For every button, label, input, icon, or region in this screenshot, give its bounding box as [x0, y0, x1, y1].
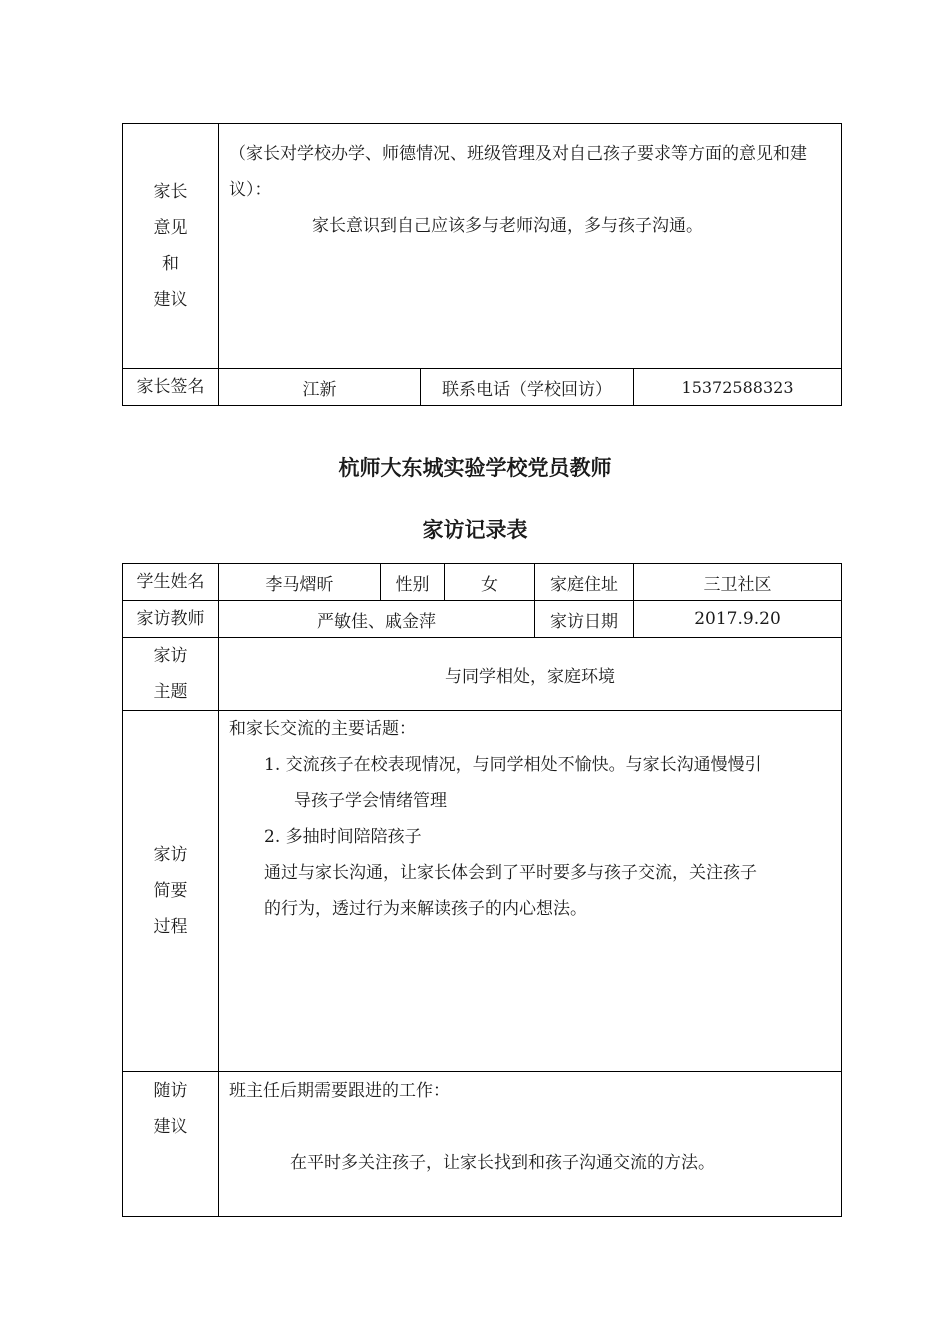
followup-label-line: 建议 — [153, 1117, 188, 1137]
phone-label: 联系电话（学校回访） — [421, 369, 634, 406]
opinion-label-line: 家长 — [153, 182, 188, 202]
topic-label-line: 主题 — [153, 682, 188, 702]
opinion-prompt: （家长对学校办学、师德情况、班级管理及对自己孩子要求等方面的意见和建议）： — [229, 144, 807, 200]
process-label-line: 简要 — [153, 881, 188, 901]
followup-content-cell — [219, 1072, 842, 1217]
process-item-2: 2. 多抽时间陪陪孩子 — [264, 827, 422, 847]
address-value: 三卫社区 — [634, 564, 842, 601]
parent-opinion-table — [122, 123, 842, 406]
signature-label: 家长签名 — [123, 369, 219, 406]
opinion-text: 家长意识到自己应该多与老师沟通，多与孩子沟通。 — [312, 216, 703, 236]
process-summary-line-1: 通过与家长沟通，让家长体会到了平时要多与孩子交流，关注孩子 — [264, 863, 757, 883]
gender-value: 女 — [445, 564, 535, 601]
process-item-1-cont: 导孩子学会情绪管理 — [294, 791, 447, 811]
process-item-1: 1. 交流孩子在校表现情况，与同学相处不愉快。与家长沟通慢慢引 — [264, 755, 762, 775]
topic-value: 与同学相处，家庭环境 — [219, 638, 842, 711]
address-label: 家庭住址 — [535, 564, 634, 601]
page-title: 杭师大东城实验学校党员教师 — [338, 455, 612, 480]
home-visit-record-table — [122, 563, 842, 1217]
opinion-label-line: 和 — [162, 254, 179, 274]
signature-value: 江新 — [219, 369, 421, 406]
opinion-label-line: 建议 — [153, 290, 188, 310]
topic-label-cell — [123, 638, 219, 711]
teacher-label: 家访教师 — [123, 601, 219, 638]
topic-label-line: 家访 — [153, 646, 188, 666]
teacher-value: 严敏佳、戚金萍 — [219, 601, 535, 638]
student-name-value: 李马熠昕 — [219, 564, 381, 601]
opinion-label-line: 意见 — [153, 218, 188, 238]
date-value: 2017.9.20 — [634, 601, 842, 638]
process-summary-line-2: 的行为，透过行为来解读孩子的内心想法。 — [264, 899, 587, 919]
gender-label: 性别 — [381, 564, 445, 601]
opinion-content-cell — [219, 124, 842, 369]
opinion-label-cell — [123, 124, 219, 369]
phone-value: 15372588323 — [634, 369, 842, 406]
student-name-label: 学生姓名 — [123, 564, 219, 601]
process-label-cell — [123, 711, 219, 1072]
process-content-cell — [219, 711, 842, 1072]
followup-label-line: 随访 — [153, 1081, 188, 1101]
process-intro: 和家长交流的主要话题： — [229, 719, 416, 739]
process-label-line: 过程 — [153, 917, 188, 937]
followup-text: 在平时多关注孩子，让家长找到和孩子沟通交流的方法。 — [290, 1153, 715, 1173]
followup-label-cell — [123, 1072, 219, 1217]
page-subtitle: 家访记录表 — [422, 517, 528, 542]
process-label-line: 家访 — [153, 845, 188, 865]
date-label: 家访日期 — [535, 601, 634, 638]
followup-intro: 班主任后期需要跟进的工作： — [229, 1081, 450, 1101]
